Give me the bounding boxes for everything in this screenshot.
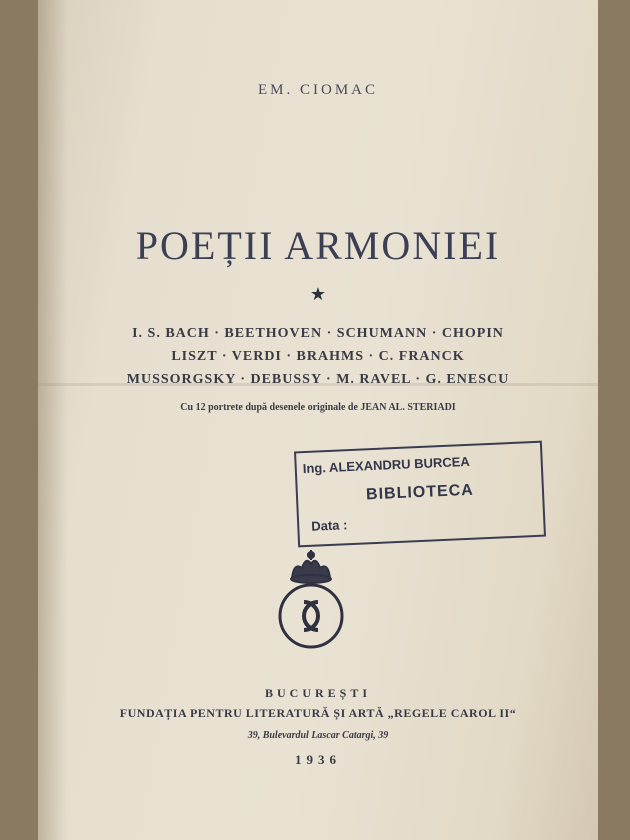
publisher-name: FUNDAȚIA PENTRU LITERATURĂ ȘI ARTĂ „REGELE CAROL II“ [119,706,517,720]
book-title: POEȚII ARMONIEI [135,223,501,268]
publication-year: 1936 [295,752,341,767]
publisher-city: BUCUREȘTI [264,686,372,700]
title-page [38,0,598,840]
royal-foundation-emblem-icon [272,548,350,654]
stamp-library: BIBLIOTECA [365,481,475,504]
illustration-note: Cu 12 portrete după desenele originale de JEAN AL. STERIADI [180,402,456,413]
composer-list [38,322,598,391]
composer-line: I. S. BACH · BEETHOVEN · SCHUMANN · CHOPIN [132,326,504,341]
composer-line: LISZT · VERDI · BRAHMS · C. FRANCK [171,349,465,364]
publisher-address: 39, Bulevardul Lascar Catargi, 39 [247,730,389,741]
stamp-date: Data : [310,517,348,534]
library-stamp [294,441,546,548]
star-ornament: ★ [309,284,327,304]
author-name: EM. CIOMAC [257,82,378,98]
composer-line: MUSSORGSKY · DEBUSSY · M. RAVEL · G. ENESCU [126,372,510,387]
stamp-owner: Ing. ALEXANDRU BURCEA [302,453,471,477]
